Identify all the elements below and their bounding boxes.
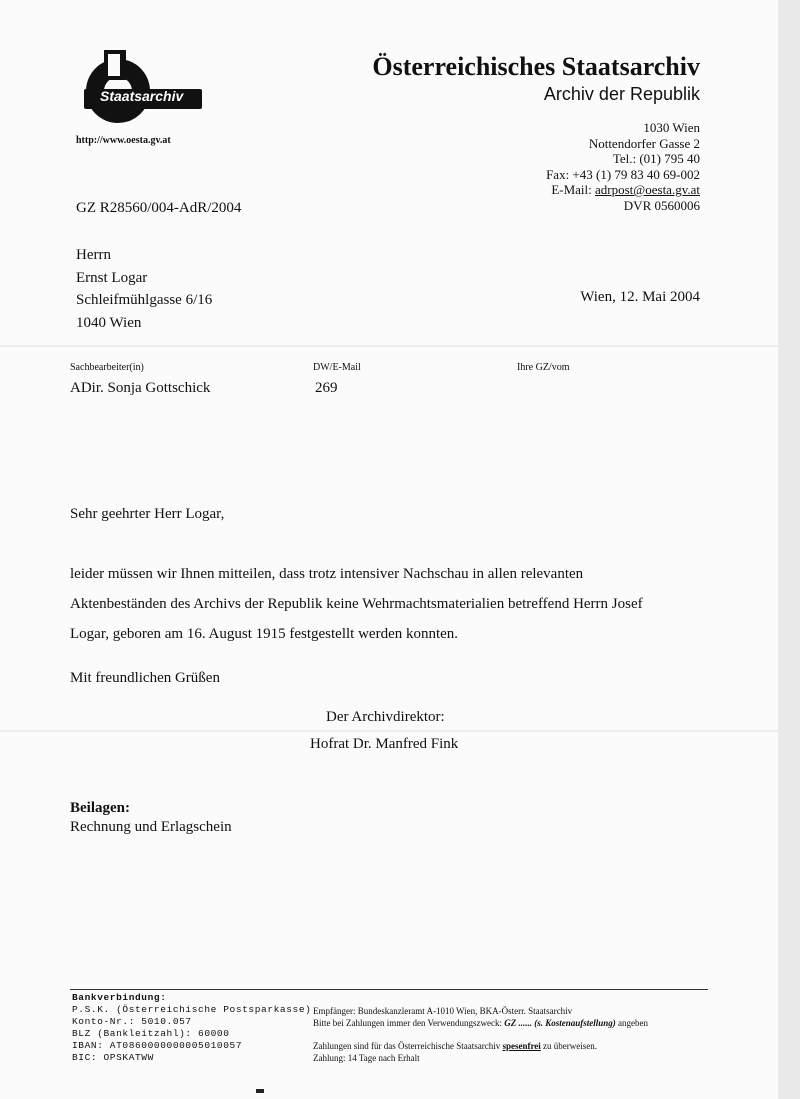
recipient-line: 1040 Wien [76, 314, 142, 331]
fax-line: Fax: +43 (1) 79 83 40 69-002 [546, 166, 700, 182]
payment-free: spesenfrei [502, 1041, 541, 1051]
bank-details [72, 992, 311, 1064]
recipient-line: Herrn [76, 247, 111, 263]
your-reference-label: Ihre GZ/vom [517, 362, 570, 373]
signatory-name: Hofrat Dr. Manfred Fink [310, 736, 459, 752]
bank-line: Konto-Nr.: 5010.057 [72, 1016, 192, 1027]
email-line [546, 182, 700, 198]
payment-suffix: zu überweisen. [540, 1041, 598, 1051]
paper-fold [0, 345, 778, 347]
salutation: Sehr geehrter Herr Logar, [70, 506, 225, 522]
logo-wordmark: Staatsarchiv [100, 88, 184, 104]
dvr-number: DVR 0560006 [623, 197, 700, 213]
payment-prefix: Zahlungen sind für das Österreichische Staatsarchiv [313, 1041, 503, 1051]
bank-line: P.S.K. (Österreichische Postsparkasse) [72, 1004, 312, 1015]
body-line: Logar, geboren am 16. August 1915 festgestellt werden konnten. [70, 626, 459, 642]
bank-line: BIC: OPSKATWW [72, 1052, 154, 1063]
bank-heading: Bankverbindung: [72, 992, 167, 1003]
letter-date: Wien, 12. Mai 2004 [580, 289, 700, 305]
scan-mark [256, 1089, 264, 1093]
bank-line: BLZ (Bankleitzahl): 60000 [72, 1028, 230, 1039]
purpose-suffix: angeben [615, 1018, 649, 1028]
signatory-title: Der Archivdirektor: [326, 709, 445, 725]
address-line: 1030 Wien [643, 120, 700, 135]
phone-line: Tel.: (01) 795 40 [612, 151, 700, 166]
extension-value: 269 [315, 380, 338, 396]
recipient-address [76, 244, 212, 334]
payment-info [313, 1005, 648, 1064]
extension-label: DW/E-Mail [313, 362, 361, 373]
enclosures-heading: Beilagen: [70, 800, 130, 816]
enclosures-list: Rechnung und Erlagschein [70, 819, 232, 835]
payment-terms: Zahlung: 14 Tage nach Erhalt [313, 1053, 420, 1063]
footer-divider [70, 989, 708, 990]
organization-subtitle: Archiv der Republik [543, 84, 700, 104]
purpose-line [313, 1017, 648, 1029]
letter-body [70, 559, 643, 649]
staatsarchiv-logo [78, 46, 208, 136]
organization-title: Österreichisches Staatsarchiv [372, 52, 700, 81]
email-label: E-Mail: [551, 182, 595, 197]
clerk-label: Sachbearbeiter(in) [70, 362, 144, 373]
scan-edge [778, 0, 800, 1099]
recipient-line: Schleifmühlgasse 6/16 [76, 292, 213, 308]
payment-line [313, 1040, 648, 1052]
sender-address [546, 120, 700, 213]
purpose-code: GZ ...... (s. Kostenaufstellung) [504, 1018, 616, 1028]
email-address[interactable]: adrpost@oesta.gv.at [595, 182, 700, 197]
address-line: Nottendorfer Gasse 2 [588, 135, 700, 151]
recipient-line: Ernst Logar [76, 269, 148, 286]
paper-fold [0, 730, 778, 732]
bank-line: IBAN: AT0860000000005010057 [72, 1040, 243, 1051]
body-line: Aktenbeständen des Archivs der Republik keine Wehrmachtsmaterialien betreffend Herrn Josef [70, 596, 643, 612]
closing: Mit freundlichen Grüßen [70, 670, 220, 686]
reference-number: GZ R28560/004-AdR/2004 [76, 200, 242, 216]
purpose-prefix: Bitte bei Zahlungen immer den Verwendungszweck: [313, 1018, 505, 1028]
body-line: leider müssen wir Ihnen mitteilen, dass trotz intensiver Nachschau in allen relevanten [70, 566, 584, 582]
payee-line: Empfänger: Bundeskanzleramt A-1010 Wien, BKA-Österr. Staatsarchiv [313, 1006, 573, 1016]
clerk-name: ADir. Sonja Gottschick [70, 380, 211, 396]
website-url[interactable]: http://www.oesta.gv.at [76, 135, 171, 146]
